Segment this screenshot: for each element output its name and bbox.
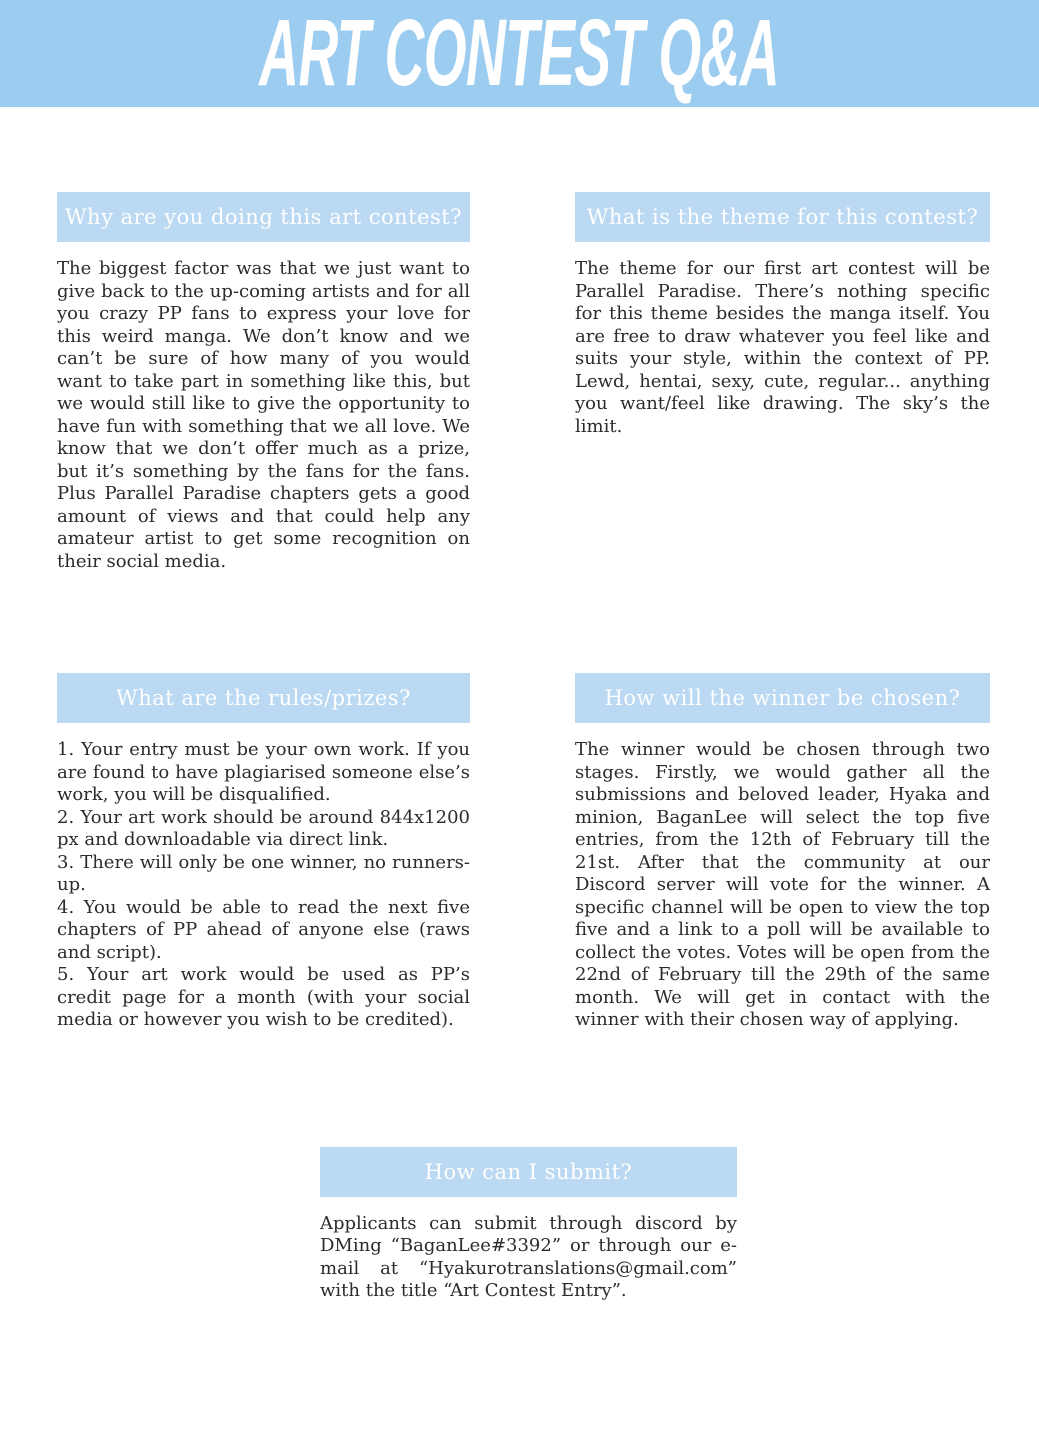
question-label-submit: How can I submit?: [424, 1159, 633, 1184]
page-title: ART CONTEST Q&A: [259, 0, 780, 106]
question-box-submit: [320, 1147, 737, 1197]
question-box-winner: [575, 673, 990, 723]
qa-row-2: [57, 673, 990, 1032]
qa-section-theme: [575, 192, 990, 573]
answer-text-winner: The winner would be chosen through two stages. Firstly, we would gather all the submissions and beloved leader, Hyaka and minion, BaganLee will select the top five entries, from the 12th of February till the 21st. After that the community at our Discord server will vote for the winner. A specific channel will be open to view the top five and a link to a poll will be available to collect the votes. Votes will be open from the 22nd of February till the 29th of the same month. We will get in contact with the winner with their chosen way of applying.: [575, 739, 990, 1030]
page-banner: [0, 0, 1039, 107]
question-label-why: Why are you doing this art contest?: [64, 205, 463, 229]
question-box-rules: [57, 673, 470, 723]
qa-section-winner: [575, 673, 990, 1032]
rule-item-3: 3. There will only be one winner, no runners-up.: [57, 851, 470, 895]
rule-item-5: 5. Your art work would be used as PP’s credit page for a month (with your social media or however you wish to be credited).: [57, 964, 470, 1030]
qa-section-submit: [320, 1147, 737, 1303]
question-label-theme: What is the theme for this contest?: [586, 205, 979, 229]
question-label-rules: What are the rules/prizes?: [116, 686, 411, 710]
qa-row-3: [57, 1147, 990, 1303]
answer-text-submit: Applicants can submit through discord by DMing “BaganLee#3392” or through our e-mail at “Hyakurotranslations@gmail.com” with the title “Art Contest Entry”.: [320, 1212, 737, 1301]
rule-item-4: 4. You would be able to read the next five chapters of PP ahead of anyone else (raws and script).: [57, 896, 470, 963]
answer-text-why: The biggest factor was that we just want to give back to the up-coming artists and for all you crazy PP fans to express your love for this weird manga. We don’t know and we can’t be sure of how many of you would want to take part in something like this, but we would still like to give the opportunity to have fun with something that we all love. We know that we don’t offer much as a prize, but it’s something by the fans for the fans. Plus Parallel Paradise chapters gets a good amount of views and that could help any amateur artist to get some recognition on their social media.: [57, 258, 470, 572]
answer-text-theme: The theme for our first art contest will be Parallel Paradise. There’s nothing specific for this theme besides the manga itself. You are free to draw whatever you feel like and suits your style, within the context of PP. Lewd, hentai, sexy, cute, regular... anything you want/feel like drawing. The sky’s the limit.: [575, 258, 990, 437]
qa-section-why: [57, 192, 470, 573]
rules-list: [57, 739, 470, 1032]
qa-section-rules: [57, 673, 470, 1032]
qa-row-1: [57, 192, 990, 573]
question-box-theme: [575, 192, 990, 242]
question-box-why: [57, 192, 470, 242]
question-label-winner: How will the winner be chosen?: [604, 686, 961, 710]
rule-item-2: 2. Your art work should be around 844x1200 px and downloadable via direct link.: [57, 806, 470, 850]
qa-content: [0, 192, 1039, 1303]
rule-item-1: 1. Your entry must be your own work. If you are found to have plagiarised someone else’s work, you will be disqualified.: [57, 739, 470, 805]
